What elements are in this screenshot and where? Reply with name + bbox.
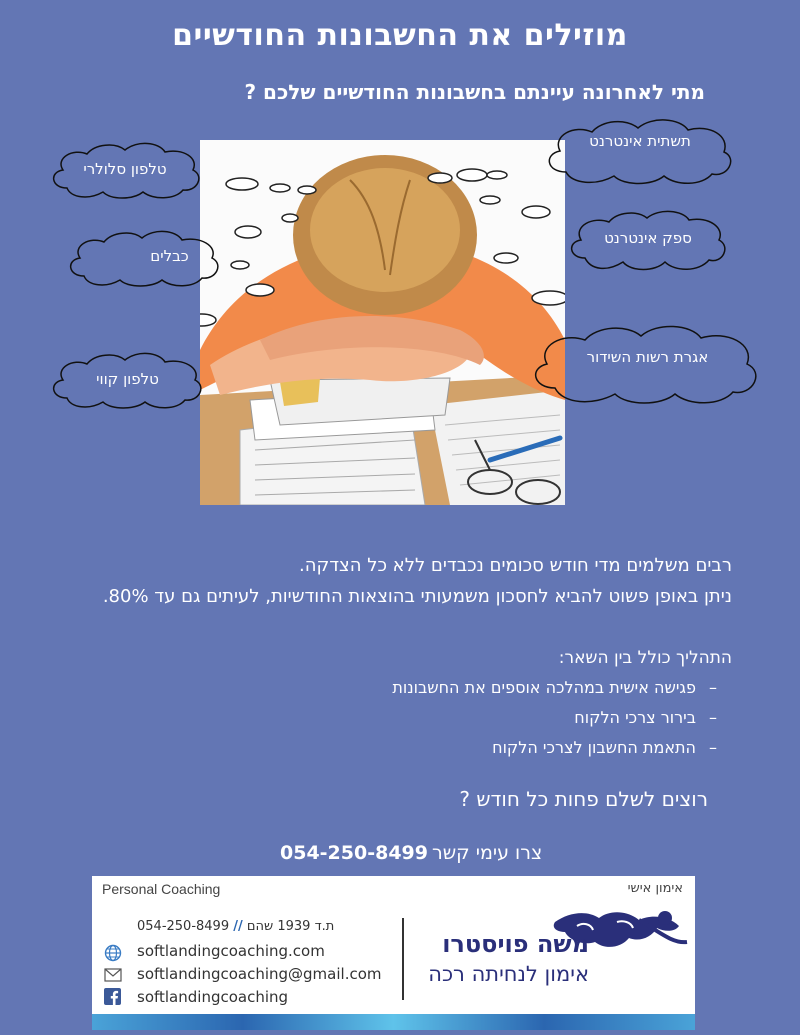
card-po-box: ת.ד 1939 שהם bbox=[246, 919, 335, 934]
stressed-person-photo bbox=[200, 140, 565, 505]
card-facebook[interactable]: softlandingcoaching bbox=[137, 988, 289, 1006]
card-personal-coaching-he: אימון אישי bbox=[627, 881, 683, 896]
facebook-icon bbox=[104, 988, 121, 1005]
card-divider bbox=[402, 918, 404, 1000]
cloud-label: טלפון סלולרי bbox=[83, 160, 167, 178]
card-phone: 054-250-8499 bbox=[137, 919, 230, 934]
cloud-cellular bbox=[45, 140, 205, 202]
card-decorative-stripe bbox=[92, 1014, 695, 1030]
cloud-label: טלפון קווי bbox=[96, 370, 159, 388]
cloud-internet-provider bbox=[563, 208, 733, 274]
page-subtitle: מתי לאחרונה עיינתם בחשבונות החודשיים שלכם ? bbox=[244, 80, 705, 104]
bullet-item bbox=[492, 738, 722, 757]
card-website[interactable]: softlandingcoaching.com bbox=[137, 942, 325, 960]
cloud-cables bbox=[62, 228, 227, 290]
bullet-text: פגישה אישית במהלכה אוספים את החשבונות bbox=[392, 678, 696, 697]
bullet-dash: – bbox=[709, 678, 717, 697]
page-title: מוזילים את החשבונות החודשיים bbox=[172, 18, 628, 53]
cloud-broadcast-fee bbox=[525, 322, 770, 408]
card-separator: // bbox=[233, 919, 243, 934]
card-personal-coaching: Personal Coaching bbox=[102, 881, 221, 897]
card-email[interactable]: softlandingcoaching@gmail.com bbox=[137, 965, 382, 983]
cloud-label: כבלים bbox=[150, 247, 189, 265]
process-heading: התהליך כולל בין השאר: bbox=[558, 648, 732, 668]
contact-label: צרו עימי קשר bbox=[432, 842, 543, 864]
body-line-2: ניתן באופן פשוט להביא לחסכון משמעותי בהוצאות החודשיות, לעיתים גם עד 80%. bbox=[102, 586, 732, 607]
bullet-text: התאמת החשבון לצרכי הלקוח bbox=[492, 738, 696, 757]
bullet-dash: – bbox=[709, 738, 717, 757]
bullet-item bbox=[574, 708, 722, 727]
globe-icon bbox=[104, 944, 122, 962]
cloud-label: תשתית אינטרנט bbox=[589, 132, 691, 150]
cloud-label: אגרת רשות השידור bbox=[586, 348, 709, 366]
call-to-action-question: רוצים לשלם פחות כל חודש ? bbox=[459, 787, 708, 811]
business-card bbox=[92, 876, 695, 1030]
cloud-internet-infra bbox=[540, 116, 740, 188]
bullet-item bbox=[392, 678, 722, 697]
bullet-dash: – bbox=[709, 708, 717, 727]
cloud-label: ספק אינטרנט bbox=[604, 229, 692, 247]
cloud-landline bbox=[45, 350, 210, 412]
card-tagline: אימון לנחיתה רכה bbox=[428, 962, 589, 986]
card-name: משה פויסטרו bbox=[442, 930, 589, 958]
contact-phone: 054-250-8499 bbox=[280, 842, 428, 864]
body-line-1: רבים משלמים מדי חודש סכומים נכבדים ללא כל הצדקה. bbox=[298, 555, 732, 576]
bullet-text: בירור צרכי הלקוח bbox=[574, 708, 696, 727]
mail-icon bbox=[104, 967, 122, 981]
card-phone-line bbox=[137, 919, 334, 934]
